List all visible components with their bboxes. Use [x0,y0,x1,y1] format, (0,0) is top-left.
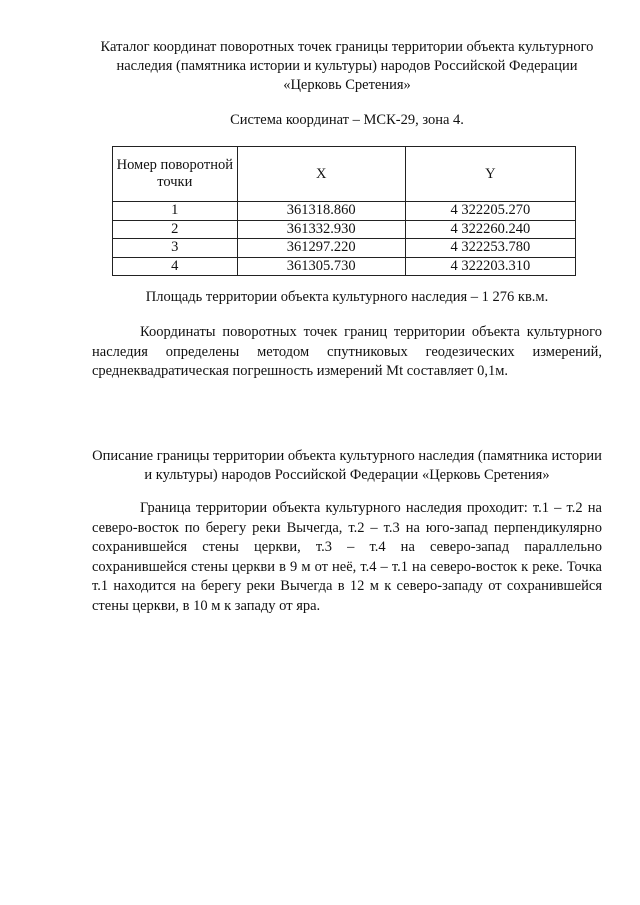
cell-x: 361318.860 [237,202,405,221]
cell-y: 4 322260.240 [405,220,575,239]
cell-y: 4 322253.780 [405,239,575,258]
cell-point-number: 1 [113,202,238,221]
header-x: X [237,147,405,202]
cell-x: 361332.930 [237,220,405,239]
coordinates-table [112,146,576,276]
cell-x: 361297.220 [237,239,405,258]
accuracy-paragraph: Координаты поворотных точек границ территории объекта культурного наследия определены методом спутниковых геодезических измерений, среднеквадратическая погрешность измерений Mt составляет 0,1м. [92,324,602,379]
table-row [113,239,576,258]
cell-y: 4 322203.310 [405,257,575,276]
area-statement: Площадь территории объекта культурного наследия – 1 276 кв.м. [145,289,549,305]
table-header-row [113,147,576,202]
document-title: Каталог координат поворотных точек границы территории объекта культурного наследия (памятника истории и культуры) народов Российской Федерации «Церковь Сретения» [100,39,594,93]
header-point-number: Номер поворотной точки [113,147,238,202]
table-row [113,202,576,221]
table-row [113,220,576,239]
cell-point-number: 2 [113,220,238,239]
header-y: Y [405,147,575,202]
cell-point-number: 3 [113,239,238,258]
table-row [113,257,576,276]
description-title: Описание границы территории объекта культурного наследия (памятника истории и культуры) народов Российской Федерации «Церковь Сретения» [92,448,602,483]
cell-x: 361305.730 [237,257,405,276]
cell-point-number: 4 [113,257,238,276]
description-paragraph: Граница территории объекта культурного наследия проходит: т.1 – т.2 на северо-восток по берегу реки Вычегда, т.2 – т.3 на юго-запад перпендикулярно сохранившейся стены церкви, т.3 – т.4 на северо-запад параллельно сохранившейся стены церкви в 9 м от неё, т.4 – т.1 на северо-восток к реке. Точка т.1 находится на берегу реки Вычегда в 12 м к северо-западу от сохранившейся стены церкви, в 10 м к западу от яра. [92,500,602,614]
cell-y: 4 322205.270 [405,202,575,221]
coordinate-system-line: Система координат – МСК-29, зона 4. [230,112,464,128]
